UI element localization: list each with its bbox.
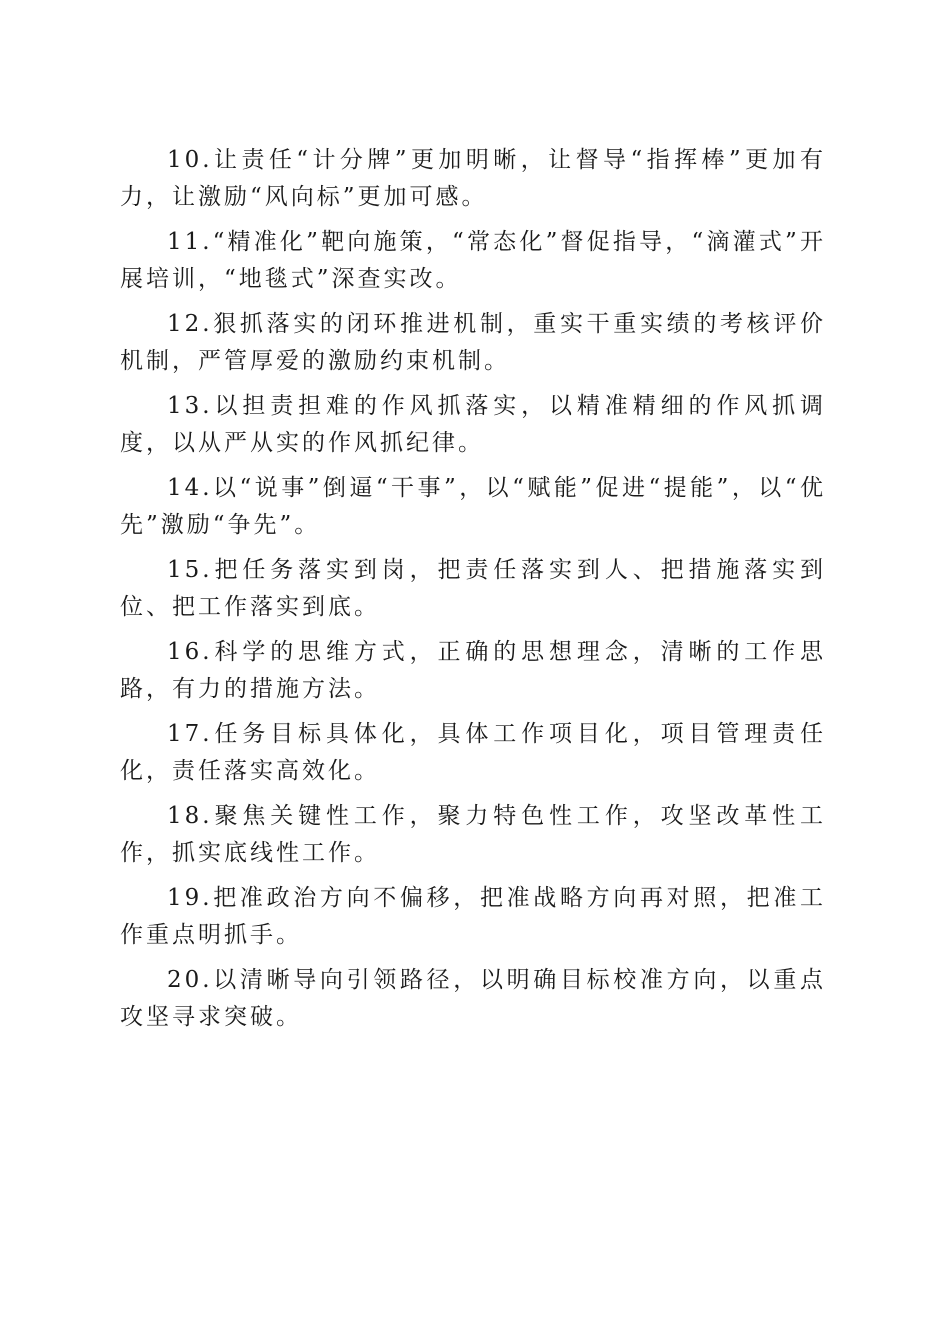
paragraph-20: 20.以清晰导向引领路径，以明确目标校准方向，以重点攻坚寻求突破。 (120, 967, 826, 1030)
paragraph-14: 14.以“说事”倒逼“干事”，以“赋能”促进“提能”，以“优先”激励“争先”。 (120, 475, 826, 538)
paragraph-12: 12.狠抓落实的闭环推进机制，重实干重实绩的考核评价机制，严管厚爱的激励约束机制。 (120, 311, 826, 374)
paragraph-13: 13.以担责担难的作风抓落实，以精准精细的作风抓调度，以从严从实的作风抓纪律。 (120, 393, 826, 456)
paragraph-10: 10.让责任“计分牌”更加明晰，让督导“指挥棒”更加有力，让激励“风向标”更加可感。 (120, 147, 826, 210)
paragraph-18: 18.聚焦关键性工作，聚力特色性工作，攻坚改革性工作，抓实底线性工作。 (120, 803, 826, 866)
paragraph-17: 17.任务目标具体化，具体工作项目化，项目管理责任化，责任落实高效化。 (120, 721, 826, 784)
paragraph-16: 16.科学的思维方式，正确的思想理念，清晰的工作思路，有力的措施方法。 (120, 639, 826, 702)
paragraph-19: 19.把准政治方向不偏移，把准战略方向再对照，把准工作重点明抓手。 (120, 885, 826, 948)
document-body (120, 142, 826, 1044)
paragraph-11: 11.“精准化”靶向施策，“常态化”督促指导，“滴灌式”开展培训，“地毯式”深查实改。 (120, 229, 826, 292)
paragraph-15: 15.把任务落实到岗，把责任落实到人、把措施落实到位、把工作落实到底。 (120, 557, 826, 620)
